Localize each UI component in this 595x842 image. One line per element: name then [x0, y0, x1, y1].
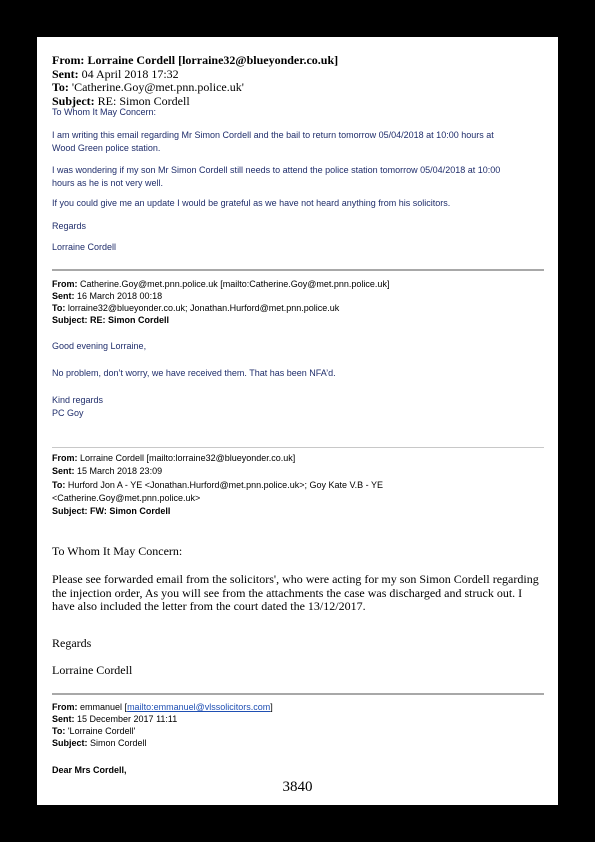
email1-from-label: From: — [52, 53, 85, 67]
email1-regards: Regards — [52, 221, 87, 231]
email1-sent-value: 04 April 2018 17:32 — [81, 67, 179, 81]
email4-to-value: 'Lorraine Cordell' — [67, 726, 136, 736]
email3-body-line1: Please see forwarded email from the solicitors', who were acting for my son Simon Cordell regarding — [52, 572, 539, 586]
email3-sent — [52, 466, 162, 476]
email3-greeting: To Whom It May Concern: — [52, 544, 183, 558]
email4-subject-value: Simon Cordell — [90, 738, 147, 748]
email3-to — [52, 480, 383, 490]
email3-subject — [52, 506, 170, 516]
document-page — [37, 37, 558, 805]
email3-to-value-line1: Hurford Jon A - YE <Jonathan.Hurford@met.pnn.police.uk>; Goy Kate V.B - YE — [67, 480, 383, 490]
email3-from — [52, 453, 295, 463]
email3-body-line2: the injection order, As you will see from the attachments the case was discharged and struck out. I — [52, 586, 523, 600]
email3-body-line3: have also included the letter from the court dated the 13/12/2017. — [52, 599, 366, 613]
email3-subject-label: Subject: — [52, 506, 88, 516]
email2-sent-value: 16 March 2018 00:18 — [77, 291, 163, 301]
email1-greeting: To Whom It May Concern: — [52, 107, 157, 117]
email2-regards: Kind regards — [52, 395, 104, 405]
email3-from-label: From: — [52, 453, 78, 463]
email4-to-label: To: — [52, 726, 66, 736]
email2-greeting: Good evening Lorraine, — [52, 341, 147, 351]
email4-subject — [52, 738, 147, 748]
email1-para1-line2: Wood Green police station. — [52, 143, 161, 153]
email2-to — [52, 303, 339, 313]
email1-from-value: Lorraine Cordell [lorraine32@blueyonder.co.uk] — [87, 53, 339, 67]
email1-para2-line1: I was wondering if my son Mr Simon Cordell still needs to attend the police station tomorrow 05/04/2018 at 10:00 — [52, 165, 501, 175]
email4-from-link[interactable]: mailto:emmanuel@vlssolicitors.com — [127, 702, 271, 712]
email2-signature: PC Goy — [52, 408, 84, 418]
separator — [52, 269, 544, 271]
email4-sent — [52, 714, 177, 724]
email4-greeting: Dear Mrs Cordell, — [52, 765, 127, 775]
email3-regards: Regards — [52, 636, 92, 650]
email4-from-label: From: — [52, 702, 78, 712]
email3-subject-value: FW: Simon Cordell — [90, 506, 171, 516]
email3-signature: Lorraine Cordell — [52, 663, 133, 677]
email1-to-label: To: — [52, 80, 69, 94]
email1-signature: Lorraine Cordell — [52, 242, 117, 252]
email2-subject — [52, 315, 169, 325]
email2-subject-label: Subject: — [52, 315, 88, 325]
email3-sent-value: 15 March 2018 23:09 — [77, 466, 163, 476]
email4-from-name: emmanuel — [80, 702, 123, 712]
email2-sent-label: Sent: — [52, 291, 75, 301]
email2-subject-value: RE: Simon Cordell — [90, 315, 170, 325]
email1-para2-line2: hours as he is not very well. — [52, 178, 164, 188]
email4-from: From: emmanuel [mailto:emmanuel@vlssolicitors.com] — [52, 702, 273, 712]
email2-from — [52, 279, 389, 289]
email1-para1-line1: I am writing this email regarding Mr Simon Cordell and the bail to return tomorrow 05/04/2018 at 10:00 hours at — [52, 130, 494, 140]
email1-to-value: 'Catherine.Goy@met.pnn.police.uk' — [71, 80, 244, 94]
email3-to-line2: <Catherine.Goy@met.pnn.police.uk> — [52, 493, 201, 503]
email1-to — [52, 80, 244, 95]
email1-sent-label: Sent: — [52, 67, 79, 81]
email1-from — [52, 53, 338, 68]
email3-sent-label: Sent: — [52, 466, 75, 476]
separator — [52, 693, 544, 695]
email3-to-label: To: — [52, 480, 66, 490]
email4-to — [52, 726, 135, 736]
email2-sent — [52, 291, 162, 301]
page-number: 3840 — [282, 779, 313, 795]
email2-body: No problem, don’t worry, we have received them. That has been NFA’d. — [52, 368, 336, 378]
email4-sent-value: 15 December 2017 11:11 — [77, 714, 178, 724]
email1-subject-value: RE: Simon Cordell — [97, 94, 190, 108]
email2-from-value: Catherine.Goy@met.pnn.police.uk [mailto:Catherine.Goy@met.pnn.police.uk] — [80, 279, 390, 289]
email2-to-label: To: — [52, 303, 66, 313]
email2-from-label: From: — [52, 279, 78, 289]
email2-to-value: lorraine32@blueyonder.co.uk; Jonathan.Hurford@met.pnn.police.uk — [67, 303, 340, 313]
separator — [52, 447, 544, 448]
email4-sent-label: Sent: — [52, 714, 75, 724]
email3-from-value: Lorraine Cordell [mailto:lorraine32@blueyonder.co.uk] — [80, 453, 296, 463]
email1-subject-label: Subject: — [52, 94, 95, 108]
email1-para3: If you could give me an update I would be grateful as we have not heard anything from his solicitors. — [52, 198, 451, 208]
email4-subject-label: Subject: — [52, 738, 88, 748]
